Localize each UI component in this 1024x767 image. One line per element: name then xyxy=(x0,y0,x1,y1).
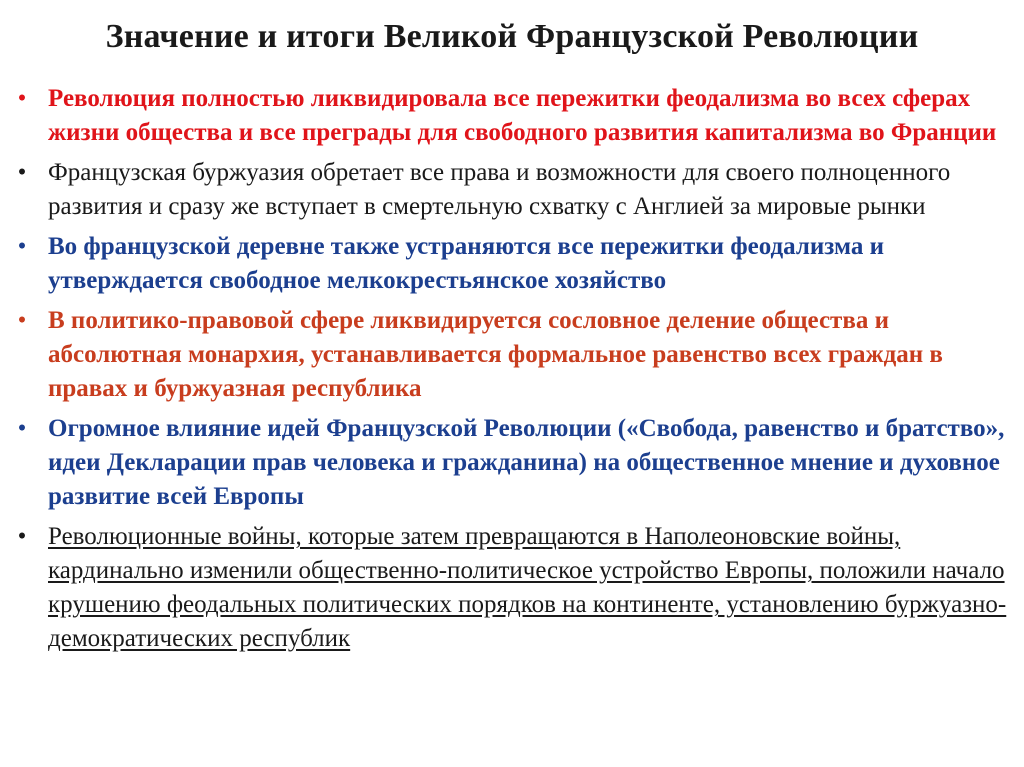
item-text-abolition-feudalism: Революция полностью ликвидировала все пережитки феодализма во всех сферах жизни общества и все преграды для свободного развития капитализма во Франции xyxy=(48,85,997,146)
list-item xyxy=(6,520,1016,656)
bullet-icon: • xyxy=(17,523,27,550)
item-text-bourgeoisie: Французская буржуазия обретает все права и возможности для своего полноценного развития и сразу же вступает в смертельную схватку с Англией за мировые рынки xyxy=(48,159,951,220)
slide-title: Значение и итоги Великой Французской Революции xyxy=(105,18,919,55)
list-item xyxy=(6,230,1016,298)
list-item xyxy=(6,412,1016,514)
list-item xyxy=(6,304,1016,406)
item-text-village: Во французской деревне также устраняются все пережитки феодализма и утверждается свободное мелкокрестьянское хозяйство xyxy=(48,233,885,294)
item-text-revolutionary-wars: Революционные войны, которые затем превращаются в Наполеоновские войны, кардинально изменили общественно-политическое устройство Европы, положили начало крушению феодальных политических порядков на континенте, установлению буржуазно-демократических республик xyxy=(48,523,1007,652)
bullet-icon: • xyxy=(17,233,27,260)
bullet-list xyxy=(6,82,1016,662)
item-text-influence-ideas: Огромное влияние идей Французской Революции («Свобода, равенство и братство», идеи Декларации прав человека и гражданина) на общественное мнение и духовное развитие всей Европы xyxy=(48,415,1005,510)
bullet-icon: • xyxy=(17,415,27,442)
list-item xyxy=(6,156,1016,224)
bullet-icon: • xyxy=(17,307,27,334)
item-text-political-legal: В политико-правовой сфере ликвидируется сословное деление общества и абсолютная монархия, устанавливается формальное равенство всех граждан в правах и буржуазная республика xyxy=(48,307,943,402)
list-item xyxy=(6,82,1016,150)
bullet-icon: • xyxy=(17,85,27,112)
bullet-icon: • xyxy=(17,159,27,186)
